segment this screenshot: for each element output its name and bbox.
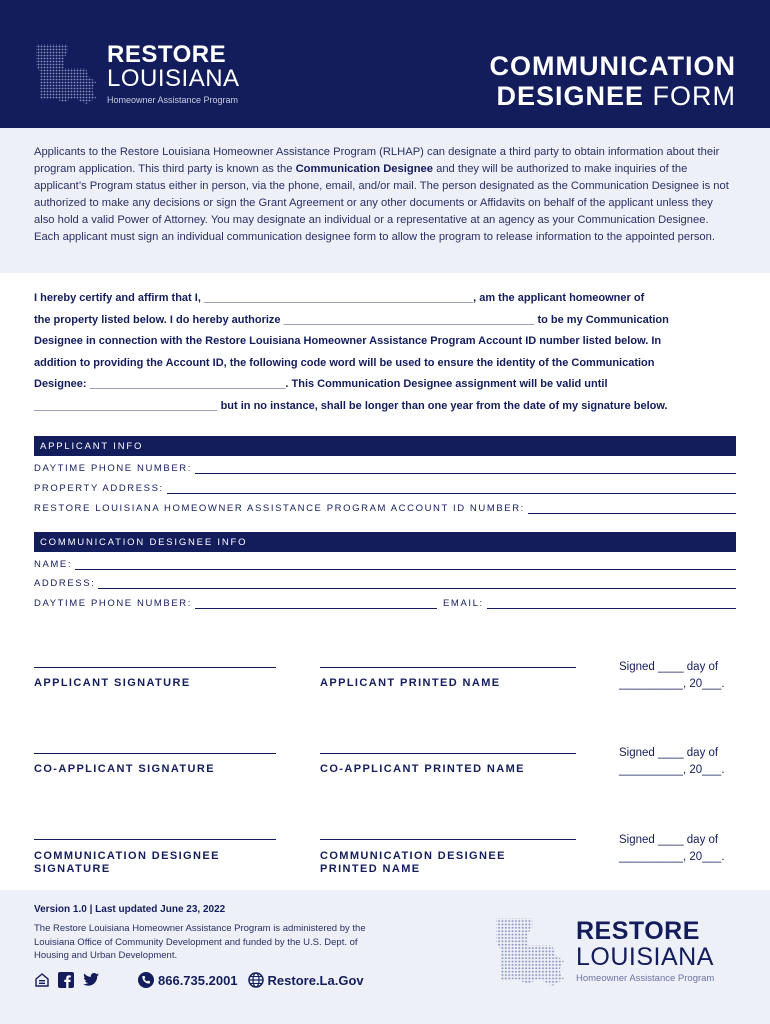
cert-line-5[interactable]: Designee: ________________________________. This Communication Designee assignment will be valid until [34, 378, 608, 391]
designee-printed-name-line[interactable] [320, 839, 576, 840]
designee-address-field[interactable] [98, 579, 736, 589]
applicant-phone-field[interactable] [195, 464, 736, 474]
footer-logo-tagline: Homeowner Assistance Program [576, 973, 715, 984]
applicant-printed-name-line[interactable] [320, 667, 576, 668]
designee-info-heading: COMMUNICATION DESIGNEE INFO [34, 532, 736, 552]
applicant-phone-label: DAYTIME PHONE NUMBER: [34, 463, 192, 474]
louisiana-map-icon [492, 916, 568, 988]
account-id-label: RESTORE LOUISIANA HOMEOWNER ASSISTANCE PROGRAM ACCOUNT ID NUMBER: [34, 503, 525, 514]
designee-address-row [34, 573, 736, 589]
intro-bold-term: Communication Designee [295, 163, 433, 175]
website-link[interactable]: Restore.La.Gov [267, 972, 364, 988]
header-logo [107, 43, 240, 107]
footer-logo-restore: RESTORE [576, 917, 700, 945]
intro-text-before: Applicants to the Restore Louisiana Homeowner Assistance Program (RLHAP) can designate a third party to obtain information about their program application. This third party is known as the [34, 146, 720, 175]
signed-year-line: __________, 20___. [619, 764, 725, 776]
designee-email-field[interactable] [487, 599, 736, 609]
intro-text-after: and they will be authorized to make inquiries of the applicant’s Program status either in person, via the phone, email, and/or mail. The person designated as the Communication Designee is not authorized to make any decisions or sign the Grant Agreement or any other documents or Affidavits on behalf of the applicant unless they also hold a valid Power of Attorney. You may designate an individual or a representative at an agency as your Communication Designee. Each applicant must sign an individual communication designee form to allow the program to release information to the appointed person. [34, 163, 729, 243]
form-title [490, 51, 736, 111]
cert-line-3: Designee in connection with the Restore Louisiana Homeowner Assistance Program Account ID number listed below. In [34, 335, 662, 348]
co-applicant-signature-label: CO-APPLICANT SIGNATURE [34, 763, 215, 775]
facebook-icon[interactable] [58, 972, 74, 988]
form-title-form: FORM [652, 81, 736, 111]
signed-day-line: Signed ____ day of [619, 834, 719, 846]
designee-name-label: NAME: [34, 559, 73, 570]
designee-name-field[interactable] [75, 560, 736, 570]
equal-housing-icon [34, 972, 50, 988]
applicant-printed-name-label: APPLICANT PRINTED NAME [320, 677, 501, 689]
designee-signature-line[interactable] [34, 839, 276, 840]
phone-number[interactable]: 866.735.2001 [158, 972, 238, 988]
certification-statement [34, 288, 734, 418]
designee-signature-label-2: SIGNATURE [34, 863, 111, 875]
cert-line-4: addition to providing the Account ID, the following code word will be used to ensure the identity of the Communication [34, 356, 655, 369]
globe-icon [248, 972, 264, 988]
intro-panel [0, 128, 770, 273]
account-id-field[interactable] [528, 504, 736, 514]
applicant-signed-date[interactable] [619, 659, 739, 693]
designee-signed-date[interactable] [619, 832, 739, 866]
designee-printed-name-label [320, 850, 506, 876]
contact-row [34, 970, 374, 990]
applicant-signature-label: APPLICANT SIGNATURE [34, 677, 191, 689]
applicant-signature-line[interactable] [34, 667, 276, 668]
designee-phone-email-row [34, 593, 736, 609]
logo-line-louisiana: LOUISIANA [107, 65, 240, 92]
intro-paragraph [34, 144, 736, 246]
property-address-label: PROPERTY ADDRESS: [34, 483, 164, 494]
applicant-info-heading: APPLICANT INFO [34, 436, 736, 456]
designee-printed-name-label-1: COMMUNICATION DESIGNEE [320, 850, 506, 862]
signed-year-line: __________, 20___. [619, 678, 725, 690]
louisiana-map-icon [34, 42, 98, 106]
version-info: Version 1.0 | Last updated June 23, 2022 [34, 904, 226, 915]
admin-note: The Restore Louisiana Homeowner Assistance Program is administered by the Louisiana Office of Community Development and funded by the U.S. Dept. of Housing and Urban Development. [34, 923, 366, 961]
footer-logo [576, 918, 714, 984]
co-applicant-printed-name-line[interactable] [320, 753, 576, 754]
logo-line-restore: RESTORE [107, 41, 227, 68]
footer-logo-louisiana: LOUISIANA [576, 943, 714, 971]
co-applicant-signed-date[interactable] [619, 745, 739, 779]
designee-phone-label: DAYTIME PHONE NUMBER: [34, 598, 192, 609]
signed-day-line: Signed ____ day of [619, 747, 719, 759]
form-title-line2 [490, 81, 736, 111]
cert-line-2[interactable]: the property listed below. I do hereby authorize _________________________________________ to be my Communication [34, 313, 669, 326]
account-id-row [34, 498, 736, 514]
twitter-icon[interactable] [82, 972, 100, 988]
property-address-field[interactable] [167, 484, 736, 494]
logo-tagline: Homeowner Assistance Program [107, 95, 239, 105]
applicant-phone-row [34, 458, 736, 474]
designee-address-label: ADDRESS: [34, 578, 96, 589]
co-applicant-printed-name-label: CO-APPLICANT PRINTED NAME [320, 763, 525, 775]
designee-email-label: EMAIL: [443, 598, 484, 609]
signed-year-line: __________, 20___. [619, 851, 725, 863]
designee-signature-label-1: COMMUNICATION DESIGNEE [34, 850, 220, 862]
cert-line-1[interactable]: I hereby certify and affirm that I, ____________________________________________, am the applicant homeowner of [34, 292, 645, 304]
page-header [0, 0, 770, 128]
designee-phone-field[interactable] [195, 599, 437, 609]
signed-day-line: Signed ____ day of [619, 661, 719, 673]
phone-icon [138, 972, 154, 988]
cert-line-6[interactable]: ______________________________ but in no instance, shall be longer than one year from the date of my signature below. [34, 399, 668, 412]
property-address-row [34, 478, 736, 494]
form-title-designee: DESIGNEE [496, 81, 644, 111]
co-applicant-signature-line[interactable] [34, 753, 276, 754]
designee-printed-name-label-2: PRINTED NAME [320, 863, 421, 875]
designee-name-row [34, 554, 736, 570]
designee-signature-label [34, 850, 220, 876]
form-title-line1: COMMUNICATION [489, 51, 736, 81]
